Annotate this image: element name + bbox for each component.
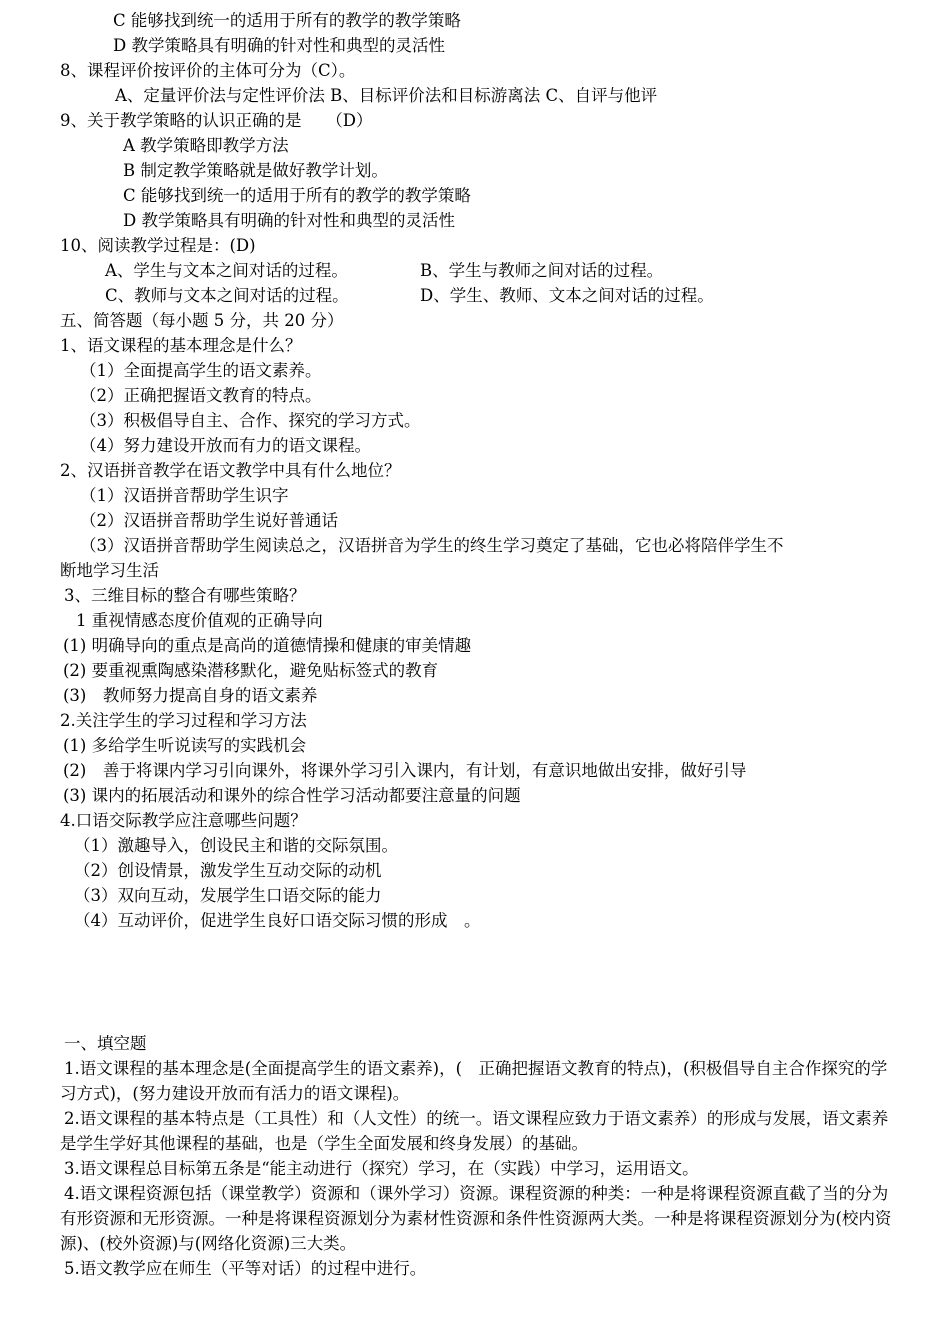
short-answer-4-item-2: （2）创设情景，激发学生互动交际的动机 [74,861,382,880]
option-d-line: D 教学策略具有明确的针对性和典型的灵活性 [113,36,445,55]
section-1-title: 一、填空题 [64,1034,147,1053]
strategy-1-heading: 1 重视情感态度价值观的正确导向 [76,611,323,630]
question-9: 9、关于教学策略的认识正确的是 （D） [60,111,373,130]
short-answer-3: 3、三维目标的整合有哪些策略？ [64,586,306,605]
strategy-1-item-3: (3) 教师努力提高自身的语文素养 [63,686,318,705]
strategy-1-item-2: (2) 要重视熏陶感染潜移默化，避免贴标签式的教育 [63,661,439,680]
question-9-option-b: B 制定教学策略就是做好教学计划。 [123,161,388,180]
question-10-option-c: C、教师与文本之间对话的过程。 [105,286,349,305]
question-10: 10、阅读教学过程是：(D) [60,236,256,255]
short-answer-2-item-3: （3）汉语拼音帮助学生阅读总之，汉语拼音为学生的终生学习奠定了基础，它也必将陪伴学生不 [80,536,784,555]
question-8-options: A、定量评价法与定性评价法 B、目标评价法和目标游离法 C、自评与他评 [115,86,658,105]
short-answer-1-item-1: （1）全面提高学生的语文素养。 [80,361,322,380]
short-answer-2: 2、汉语拼音教学在语文教学中具有什么地位？ [60,461,401,480]
short-answer-1: 1、语文课程的基本理念是什么？ [60,336,302,355]
short-answer-4-item-1: （1）激趣导入，创设民主和谐的交际氛围。 [74,836,398,855]
fill-blank-5: 5.语文教学应在师生（平等对话）的过程中进行。 [64,1259,427,1278]
strategy-2-item-1: (1) 多给学生听说读写的实践机会 [63,736,307,755]
short-answer-2-item-1: （1）汉语拼音帮助学生识字 [80,486,289,505]
question-10-option-b: B、学生与教师之间对话的过程。 [420,261,664,280]
short-answer-4-item-3: （3）双向互动，发展学生口语交际的能力 [74,886,382,905]
strategy-2-item-3: (3) 课内的拓展活动和课外的综合性学习活动都要注意量的问题 [63,786,521,805]
short-answer-4: 4.口语交际教学应注意哪些问题？ [60,811,307,830]
strategy-1-item-1: (1) 明确导向的重点是高尚的道德情操和健康的审美情趣 [63,636,472,655]
short-answer-1-item-4: （4）努力建设开放而有力的语文课程。 [80,436,371,455]
question-9-option-d: D 教学策略具有明确的针对性和典型的灵活性 [123,211,455,230]
fill-blank-1: 1.语文课程的基本理念是(全面提高学生的语文素养)，( 正确把握语文教育的特点)，(积极倡导自主合作探究的学习方式)，(努力建设开放而有活力的语文课程)。 [60,1059,888,1103]
short-answer-1-item-2: （2）正确把握语文教育的特点。 [80,386,322,405]
short-answer-2-item-2: （2）汉语拼音帮助学生说好普通话 [80,511,338,530]
section-5-title: 五、简答题（每小题 5 分，共 20 分） [60,311,344,330]
question-10-option-a: A、学生与文本之间对话的过程。 [105,261,348,280]
question-10-option-d: D、学生、教师、文本之间对话的过程。 [420,286,714,305]
question-9-option-c: C 能够找到统一的适用于所有的教学的教学策略 [123,186,471,205]
question-8: 8、课程评价按评价的主体可分为（C）。 [60,61,356,80]
strategy-2-item-2: (2) 善于将课内学习引向课外，将课外学习引入课内，有计划，有意识地做出安排，做好引导 [63,761,747,780]
fill-blank-4: 4.语文课程资源包括（课堂教学）资源和（课外学习）资源。课程资源的种类：一种是将课程资源直截了当的分为有形资源和无形资源。一种是将课程资源划分为素材性资源和条件性资源两大类。一种是将课程资源划分为(校内资源)、(校外资源)与(网络化资源)三大类。 [60,1184,892,1253]
short-answer-2-item-3-cont: 断地学习生活 [60,561,159,580]
option-c-line: C 能够找到统一的适用于所有的教学的教学策略 [113,11,461,30]
short-answer-1-item-3: （3）积极倡导自主、合作、探究的学习方式。 [80,411,421,430]
question-9-option-a: A 教学策略即教学方法 [123,136,289,155]
strategy-2-heading: 2.关注学生的学习过程和学习方法 [60,711,307,730]
fill-blank-2: 2.语文课程的基本特点是（工具性）和（人文性）的统一。语文课程应致力于语文素养）的形成与发展，语文素养是学生学好其他课程的基础，也是（学生全面发展和终身发展）的基础。 [60,1109,889,1153]
fill-blank-3: 3.语文课程总目标第五条是“能主动进行（探究）学习，在（实践）中学习，运用语文。 [64,1159,699,1178]
short-answer-4-item-4: （4）互动评价，促进学生良好口语交际习惯的形成 。 [74,911,481,930]
